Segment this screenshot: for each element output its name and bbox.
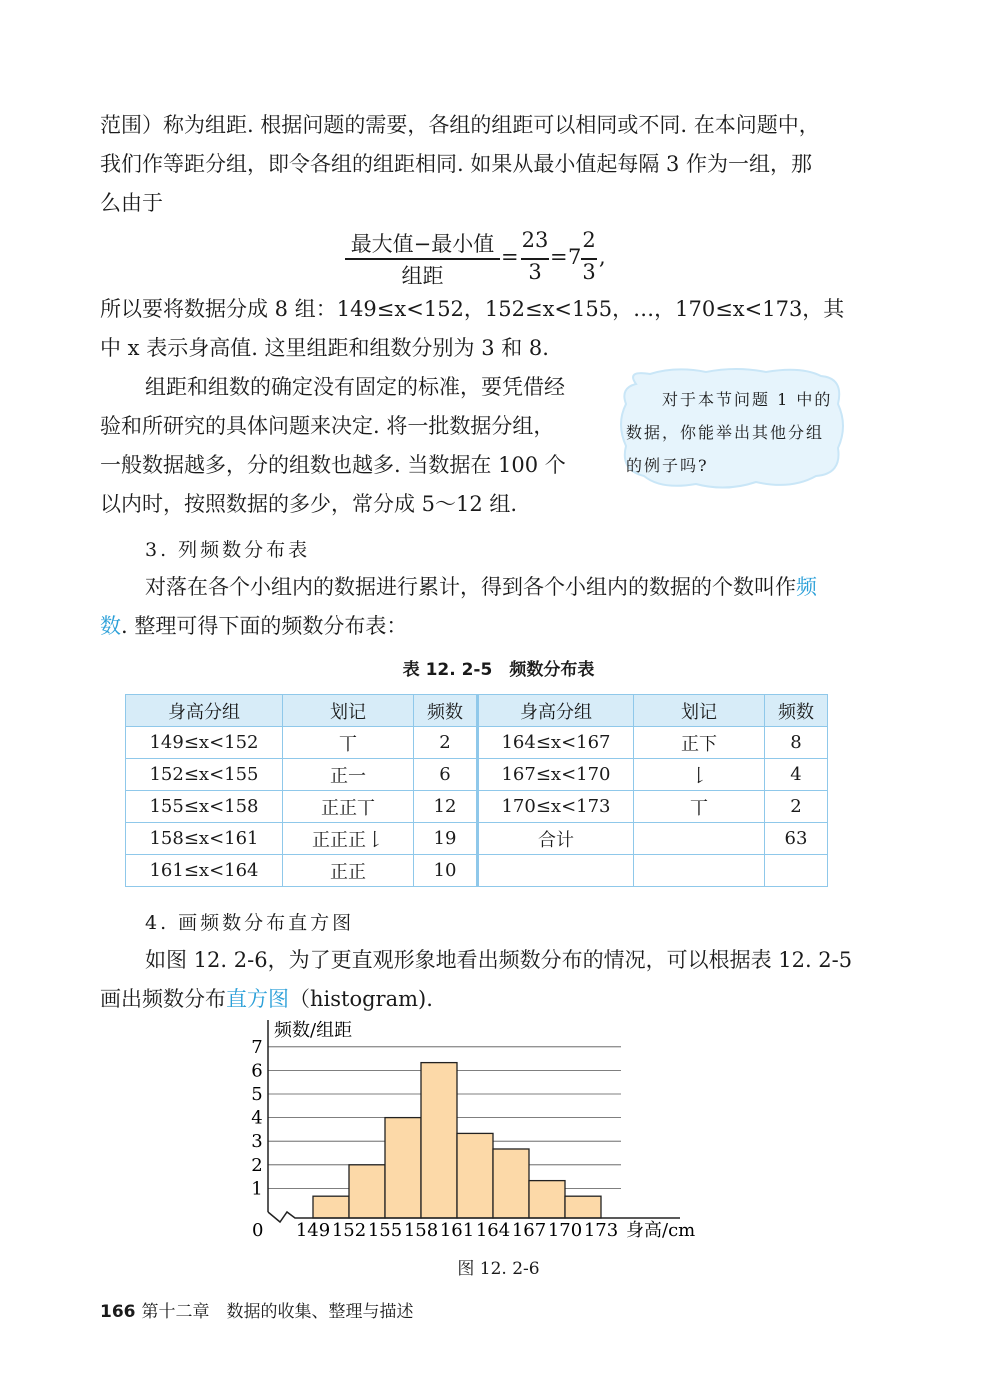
page-number: 166: [100, 1302, 136, 1322]
histogram-bar: [313, 1196, 349, 1218]
formula-mixed-num: 2: [582, 228, 596, 252]
table-row: [126, 791, 828, 823]
y-ticks: [251, 1037, 262, 1200]
table-row: [126, 823, 828, 855]
para4-line1: [145, 574, 817, 600]
x-tick-label: 173: [583, 1220, 619, 1241]
cloud-line1: 对于本节问题 1 中的: [662, 390, 833, 409]
formula-eq1: =: [501, 245, 519, 269]
table-cell: 正一: [283, 759, 414, 791]
y-tick-label: 6: [251, 1060, 263, 1082]
formula-mixed-den: 3: [582, 260, 596, 284]
histogram-bar: [529, 1181, 565, 1218]
origin-label: 0: [252, 1220, 264, 1241]
chapter-title: 第十二章 数据的收集、整理与描述: [141, 1302, 414, 1322]
table-cell: [478, 855, 634, 887]
table-cell: 149≤x<152: [126, 727, 283, 759]
histogram-bar: [385, 1118, 421, 1218]
para2-line1: 所以要将数据分成 8 组：149≤x<152，152≤x<155，…，170≤x<173，其: [100, 297, 845, 321]
cloud-text: [626, 383, 844, 482]
table-row: [126, 855, 828, 887]
formula-frac-num: 23: [521, 228, 549, 252]
x-tick-label: 167: [511, 1220, 547, 1241]
table-cell: 𠄌: [634, 759, 765, 791]
y-tick-label: 2: [251, 1154, 263, 1176]
para4-text: 对落在各个小组内的数据进行累计，得到各个小组内的数据的个数叫作: [145, 575, 796, 599]
table-cell: 10: [414, 855, 478, 887]
term-frequency-b: 数: [100, 614, 121, 638]
x-tick-label: 161: [439, 1220, 475, 1241]
table-cell: 6: [414, 759, 478, 791]
figure-caption: 图 12. 2-6: [457, 1259, 540, 1279]
para3-line4: 以内时，按照数据的多少，常分成 5～12 组.: [100, 492, 518, 516]
y-tick-label: 4: [251, 1107, 263, 1129]
y-tick-label: 1: [251, 1178, 263, 1200]
formula-frac-den: 3: [528, 260, 542, 284]
x-ticks: [296, 1220, 618, 1241]
table-cell: 164≤x<167: [478, 727, 634, 759]
page-footer: [100, 1297, 414, 1322]
table-cell: [765, 855, 828, 887]
y-axis-label: 频数/组距: [274, 1020, 353, 1041]
table-cell: 2: [414, 727, 478, 759]
header-cell: 身高分组: [126, 695, 283, 727]
section3-title: 3. 列频数分布表: [145, 539, 311, 561]
para3-line3: 一般数据越多，分的组数也越多. 当数据在 100 个: [100, 453, 566, 477]
header-cell: 频数: [414, 695, 478, 727]
x-tick-label: 158: [403, 1220, 439, 1241]
x-tick-label: 170: [547, 1220, 583, 1241]
table-cell: 8: [765, 727, 828, 759]
table-cell: 152≤x<155: [126, 759, 283, 791]
table-cell: 19: [414, 823, 478, 855]
chart-grid: [268, 1047, 621, 1189]
table-cell: 167≤x<170: [478, 759, 634, 791]
formula-denominator: 组距: [401, 264, 444, 288]
header-cell: 频数: [765, 695, 828, 727]
para5-line1: 如图 12. 2-6，为了更直观形象地看出频数分布的情况，可以根据表 12. 2-5: [145, 948, 853, 972]
table-cell: 正正: [283, 855, 414, 887]
para5-text: 画出频数分布: [100, 987, 226, 1011]
table-cell: 158≤x<161: [126, 823, 283, 855]
x-tick-label: 155: [367, 1220, 403, 1241]
table-cell: [634, 855, 765, 887]
table-cell: 正正丅: [283, 791, 414, 823]
table-cell: 63: [765, 823, 828, 855]
para5-tail: （histogram).: [289, 987, 433, 1011]
y-tick-label: 7: [251, 1036, 263, 1058]
x-tick-label: 149: [295, 1220, 331, 1241]
chart-axes: [268, 1020, 680, 1222]
para5-line2: [100, 986, 433, 1012]
table-cell: 155≤x<158: [126, 791, 283, 823]
x-tick-label: 164: [475, 1220, 511, 1241]
header-cell: 划记: [283, 695, 414, 727]
frequency-table: [125, 694, 828, 887]
table-cell: 合计: [478, 823, 634, 855]
histogram-bar: [421, 1063, 457, 1218]
table-cell: 丅: [634, 791, 765, 823]
header-cell: 身高分组: [478, 695, 634, 727]
histogram-bar: [493, 1149, 529, 1218]
para4-line2: [100, 613, 407, 639]
table-cell: 170≤x<173: [478, 791, 634, 823]
table-header-row: [126, 695, 828, 727]
table-cell: 4: [765, 759, 828, 791]
table-cell: 正下: [634, 727, 765, 759]
table-cell: 丅: [283, 727, 414, 759]
histogram-bar: [349, 1165, 385, 1218]
histogram-bar: [457, 1133, 493, 1218]
para4-tail: . 整理可得下面的频数分布表：: [121, 614, 408, 638]
para1-line3: 么由于: [100, 191, 163, 215]
table-cell: 12: [414, 791, 478, 823]
formula-whole: 7: [568, 245, 582, 269]
para2-line2: 中 x 表示身高值. 这里组距和组数分别为 3 和 8.: [100, 336, 549, 360]
table-caption: 表 12. 2-5 频数分布表: [402, 660, 595, 680]
para1-line2: 我们作等距分组，即令各组的组距相同. 如果从最小值起每隔 3 作为一组，那: [100, 152, 813, 176]
para3-line1: 组距和组数的确定没有固定的标准，要凭借经: [145, 375, 565, 399]
table-cell: 2: [765, 791, 828, 823]
cloud-line3: 的例子吗?: [626, 456, 709, 475]
cloud-line2: 数据，你能举出其他分组: [626, 423, 825, 442]
para1-line1: 范围）称为组距. 根据问题的需要，各组的组距可以相同或不同. 在本问题中，: [100, 113, 820, 137]
para3-line2: 验和所研究的具体问题来决定. 将一批数据分组，: [100, 414, 555, 438]
section4-title: 4. 画频数分布直方图: [145, 912, 355, 934]
table-cell: 正正正𠄌: [283, 823, 414, 855]
x-axis-label: 身高/cm: [626, 1220, 696, 1241]
x-tick-label: 152: [331, 1220, 367, 1241]
formula-tail: ,: [599, 245, 606, 269]
chart-bars: [313, 1063, 601, 1218]
table-row: [126, 759, 828, 791]
term-frequency-a: 频: [796, 575, 817, 599]
y-tick-label: 3: [251, 1131, 263, 1153]
term-histogram: 直方图: [226, 987, 289, 1011]
header-cell: 划记: [634, 695, 765, 727]
y-tick-label: 5: [251, 1084, 263, 1105]
formula-numerator: 最大值−最小值: [350, 232, 495, 256]
histogram-bar: [565, 1196, 601, 1218]
formula-eq2: =: [550, 245, 568, 269]
table-row: [126, 727, 828, 759]
table-cell: [634, 823, 765, 855]
table-cell: 161≤x<164: [126, 855, 283, 887]
